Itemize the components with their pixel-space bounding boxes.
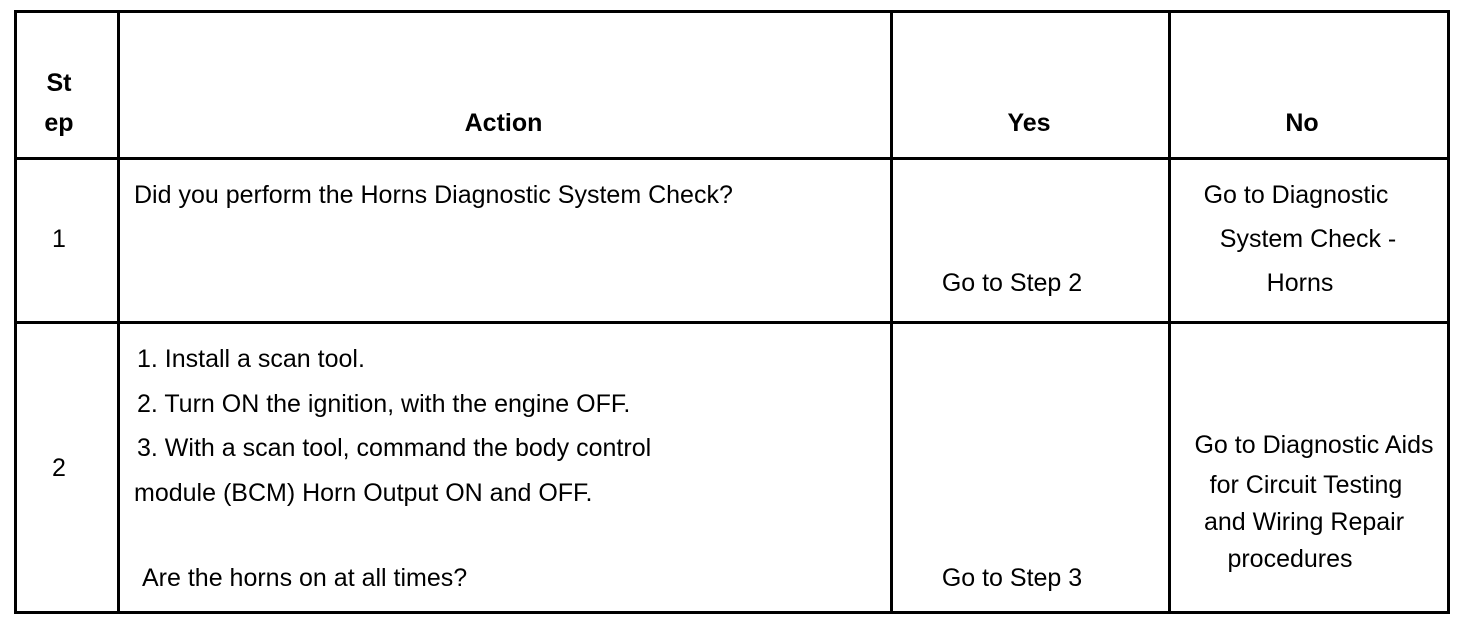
row-2-question: Are the horns on at all times? (142, 564, 468, 592)
header-action: Action (464, 109, 543, 137)
row-2-action-item: 1. Install a scan tool. (137, 345, 365, 373)
row-2-step: 2 (52, 454, 66, 482)
row-1-yes: Go to Step 2 (941, 269, 1083, 297)
row-2-no-line-4: procedures (1227, 545, 1353, 573)
row-2-action-item: 3. With a scan tool, command the body control (137, 434, 652, 462)
row-2-no-line-1: Go to Diagnostic Aids (1194, 431, 1434, 459)
row-divider (17, 157, 1447, 160)
row-1-no-line-1: Go to Diagnostic (1203, 181, 1389, 209)
row-divider (17, 321, 1447, 324)
row-1-no-line-3: Horns (1266, 269, 1334, 297)
row-2-yes: Go to Step 3 (941, 564, 1083, 592)
row-1-no-line-2: System Check - (1219, 225, 1397, 253)
column-divider (117, 13, 120, 611)
row-2-action-item: 2. Turn ON the ignition, with the engine OFF. (137, 390, 631, 418)
header-step-line-2: ep (44, 109, 74, 137)
row-2-no-line-2: for Circuit Testing (1209, 471, 1403, 499)
header-yes: Yes (1007, 109, 1051, 137)
row-1-step: 1 (52, 225, 66, 253)
header-step-line-1: St (46, 69, 72, 97)
row-1-action: Did you perform the Horns Diagnostic System Check? (134, 181, 733, 209)
row-2-no-line-3: and Wiring Repair (1203, 508, 1405, 536)
column-divider (890, 13, 893, 611)
header-no: No (1285, 109, 1319, 137)
row-2-action-continuation: module (BCM) Horn Output ON and OFF. (134, 479, 593, 507)
